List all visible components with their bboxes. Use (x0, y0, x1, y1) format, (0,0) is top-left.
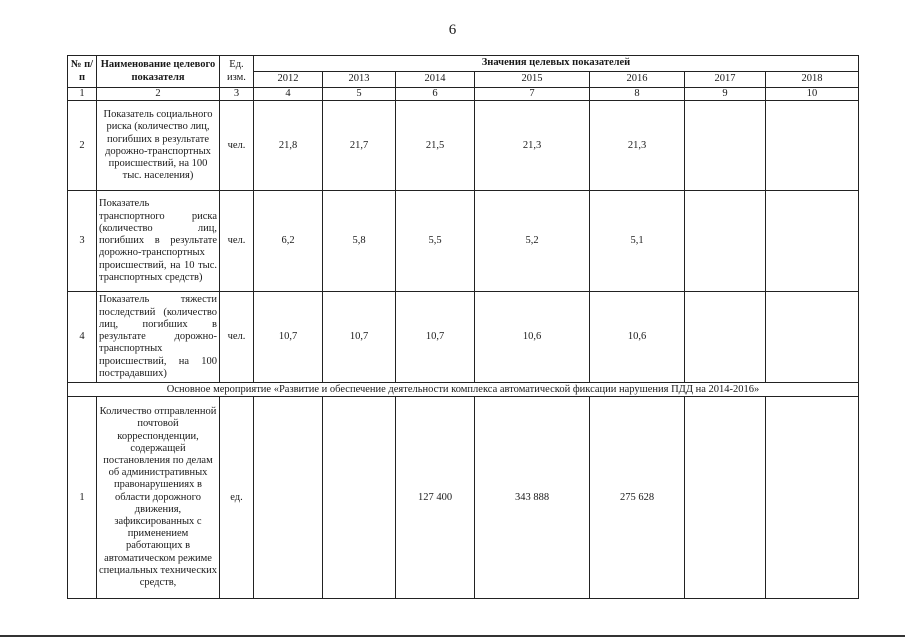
value-cell: 5,2 (475, 191, 590, 292)
value-cell: 10,7 (396, 292, 475, 383)
value-cell (254, 397, 323, 599)
value-cell (766, 292, 859, 383)
value-cell (685, 191, 766, 292)
value-cell: 6,2 (254, 191, 323, 292)
value-cell: 127 400 (396, 397, 475, 599)
value-cell (766, 191, 859, 292)
column-index: 4 (254, 88, 323, 101)
row-number: 3 (68, 191, 97, 292)
value-cell: 275 628 (590, 397, 685, 599)
value-cell: 10,6 (475, 292, 590, 383)
header-year: 2018 (766, 72, 859, 88)
unit-cell: чел. (220, 101, 254, 191)
value-cell: 343 888 (475, 397, 590, 599)
column-index: 5 (323, 88, 396, 101)
unit-cell: чел. (220, 292, 254, 383)
column-index: 9 (685, 88, 766, 101)
value-cell: 21,5 (396, 101, 475, 191)
value-cell: 21,8 (254, 101, 323, 191)
row-number: 4 (68, 292, 97, 383)
row-number: 2 (68, 101, 97, 191)
header-year: 2014 (396, 72, 475, 88)
header-year: 2012 (254, 72, 323, 88)
indicator-name: Показатель тяжести последствий (количество лиц, погибших в результате дорожно-транспортных происшествий, на 100 пострадавших) (97, 292, 220, 383)
header-indicator-name: Наименование целевого показателя (97, 56, 220, 88)
value-cell: 10,6 (590, 292, 685, 383)
column-index: 8 (590, 88, 685, 101)
value-cell: 5,1 (590, 191, 685, 292)
indicator-name: Показатель транспортного риска (количество лиц, погибших в результате дорожно-транспортных происшествий, на 10 тыс. транспортных средств) (97, 191, 220, 292)
value-cell (766, 397, 859, 599)
value-cell (323, 397, 396, 599)
header-year: 2015 (475, 72, 590, 88)
value-cell: 21,7 (323, 101, 396, 191)
header-year: 2016 (590, 72, 685, 88)
target-indicators-table (67, 55, 859, 599)
value-cell (766, 101, 859, 191)
indicator-name: Показатель социального риска (количество лиц, погибших в результате дорожно-транспортных происшествий, на 100 тыс. населения) (97, 101, 220, 191)
column-index: 7 (475, 88, 590, 101)
value-cell (685, 397, 766, 599)
header-number: № п/п (68, 56, 97, 88)
section-header-row (68, 383, 859, 397)
indicator-name: Количество отправленной почтовой корреспонденции, содержащей постановления по делам об административных правонарушениях в области дорожного движения, зафиксированных с применением работающих в автоматическом режиме специальных технических средств, (97, 397, 220, 599)
table-row (68, 101, 859, 191)
value-cell (685, 101, 766, 191)
column-index: 2 (97, 88, 220, 101)
column-index: 6 (396, 88, 475, 101)
value-cell: 21,3 (475, 101, 590, 191)
value-cell: 10,7 (254, 292, 323, 383)
page-bottom-rule (0, 635, 905, 637)
header-unit: Ед. изм. (220, 56, 254, 88)
table-row (68, 191, 859, 292)
column-index: 3 (220, 88, 254, 101)
table-row (68, 397, 859, 599)
row-number: 1 (68, 397, 97, 599)
header-values-group: Значения целевых показателей (254, 56, 859, 72)
value-cell (685, 292, 766, 383)
header-year: 2017 (685, 72, 766, 88)
column-index: 1 (68, 88, 97, 101)
column-index: 10 (766, 88, 859, 101)
value-cell: 5,5 (396, 191, 475, 292)
section-title: Основное мероприятие «Развитие и обеспечение деятельности комплекса автоматической фиксации нарушения ПДД на 2014-2016» (68, 383, 859, 397)
column-index-row (68, 88, 859, 101)
value-cell: 5,8 (323, 191, 396, 292)
unit-cell: ед. (220, 397, 254, 599)
table-row (68, 292, 859, 383)
page-number: 6 (448, 22, 457, 38)
value-cell: 21,3 (590, 101, 685, 191)
header-year: 2013 (323, 72, 396, 88)
unit-cell: чел. (220, 191, 254, 292)
value-cell: 10,7 (323, 292, 396, 383)
